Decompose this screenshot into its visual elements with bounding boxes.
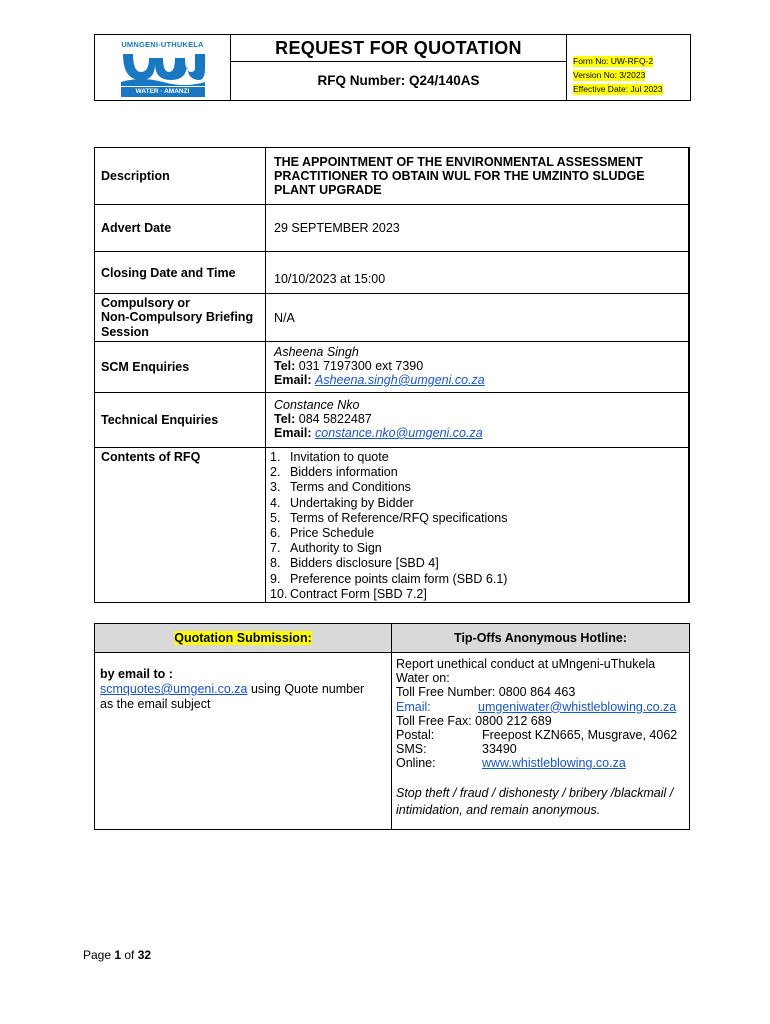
closing-date-row — [95, 252, 690, 294]
submission-header-label: Quotation Submission: — [174, 631, 312, 645]
logo-cell — [95, 35, 231, 100]
description-value: THE APPOINTMENT OF THE ENVIRONMENTAL ASSESSMENT PRACTITIONER TO OBTAIN WUL FOR THE UMZINTO SLUDGE PLANT UPGRADE — [266, 148, 690, 205]
tip-online-label: Online: — [396, 756, 436, 771]
briefing-label — [95, 294, 266, 342]
company-logo — [115, 38, 211, 98]
logo-waves-icon — [119, 48, 207, 86]
tech-tel: 084 5822487 — [295, 412, 372, 427]
tip-postal-label: Postal: — [396, 728, 435, 743]
page-of: of — [121, 948, 138, 962]
tip-line: Water on: — [396, 671, 450, 686]
tip-sms: 33490 — [482, 742, 517, 757]
closing-date-value: 10/10/2023 at 15:00 — [266, 252, 690, 294]
submission-email-subject: as the email subject — [100, 697, 211, 711]
tip-tollfree: Toll Free Number: 0800 864 463 — [396, 685, 576, 700]
list-item — [270, 587, 688, 602]
tip-sms-label: SMS: — [396, 742, 427, 757]
title-cell — [231, 35, 567, 100]
list-item — [270, 465, 688, 480]
tip-online-link[interactable]: www.whistleblowing.co.za — [482, 756, 626, 771]
tip-note — [396, 785, 685, 819]
tech-email-label: Email: — [274, 425, 312, 440]
technical-enquiries-label: Technical Enquiries — [95, 393, 266, 448]
tipoff-body — [392, 653, 690, 830]
list-text: Preference points claim form (SBD 6.1) — [290, 571, 508, 586]
list-text: Bidders information — [290, 465, 398, 480]
tip-email-row — [396, 700, 685, 714]
list-item — [270, 496, 688, 511]
list-number: 5. — [270, 510, 281, 525]
scm-email-label: Email: — [274, 372, 312, 387]
list-item — [270, 480, 688, 495]
list-text: Contract Form [SBD 7.2] — [290, 586, 427, 601]
logo-bottom-text: WATER · AMANZI — [121, 87, 205, 97]
contents-list — [270, 448, 688, 602]
submission-body-row — [95, 653, 690, 830]
list-number: 2. — [270, 465, 281, 480]
list-number: 4. — [270, 495, 281, 510]
description-row — [95, 148, 690, 205]
list-text: Terms and Conditions — [290, 480, 411, 495]
rfq-details-table — [94, 147, 690, 603]
list-number: 3. — [270, 480, 281, 495]
list-text: Undertaking by Bidder — [290, 495, 414, 510]
tech-contact-name: Constance Nko — [274, 398, 360, 413]
tip-email-link[interactable]: umgeniwater@whistleblowing.co.za — [478, 699, 677, 714]
advert-date-value: 29 SEPTEMBER 2023 — [266, 205, 690, 252]
scm-contact-name: Asheena Singh — [274, 345, 359, 360]
document-title: REQUEST FOR QUOTATION — [231, 35, 566, 62]
list-number: 1. — [270, 450, 281, 464]
tip-online-row — [396, 756, 685, 770]
effective-date: Effective Date: Jul 2023 — [573, 84, 663, 94]
tech-email-link[interactable]: constance.nko@umgeni.co.za — [315, 425, 483, 440]
briefing-label-line: Session — [101, 324, 149, 339]
submission-table — [94, 623, 690, 830]
tip-email-label: Email: — [396, 699, 431, 714]
submission-header-row — [95, 624, 690, 653]
briefing-value: N/A — [266, 294, 690, 342]
list-item — [270, 541, 688, 556]
list-text: Authority to Sign — [290, 541, 382, 556]
document-header — [94, 34, 691, 101]
closing-date-label: Closing Date and Time — [95, 252, 266, 294]
description-label: Description — [95, 148, 266, 205]
list-number: 9. — [270, 571, 281, 586]
page-prefix: Page — [83, 948, 115, 962]
list-number: 10. — [270, 586, 288, 601]
list-number: 7. — [270, 541, 281, 556]
contents-value — [266, 448, 690, 603]
scm-tel: 031 7197300 ext 7390 — [295, 359, 424, 374]
form-info-cell — [567, 35, 690, 100]
list-item — [270, 511, 688, 526]
list-item — [270, 526, 688, 541]
tipoff-header: Tip-Offs Anonymous Hotline: — [392, 624, 690, 653]
tip-note-line: Stop theft / fraud / dishonesty / bribery /blackmail / — [396, 785, 674, 800]
scm-enquiries-row — [95, 342, 690, 393]
list-text: Price Schedule — [290, 526, 375, 541]
list-number: 6. — [270, 526, 281, 541]
advert-date-label: Advert Date — [95, 205, 266, 252]
list-item — [270, 450, 688, 465]
list-item — [270, 572, 688, 587]
technical-enquiries-value — [266, 393, 690, 448]
scm-enquiries-label: SCM Enquiries — [95, 342, 266, 393]
briefing-row — [95, 294, 690, 342]
list-number: 8. — [270, 556, 281, 571]
submission-email-link[interactable]: scmquotes@umgeni.co.za — [100, 682, 248, 696]
contents-label: Contents of RFQ — [95, 448, 266, 603]
page-number: 1 — [114, 948, 122, 962]
rfq-number: RFQ Number: Q24/140AS — [317, 73, 480, 88]
contents-row — [95, 448, 690, 603]
scm-email-link[interactable]: Asheena.singh@umgeni.co.za — [315, 372, 485, 387]
logo-top-text: UMNGENI-UTHUKELA — [121, 39, 204, 49]
tip-postal: Freepost KZN665, Musgrave, 4062 — [482, 728, 678, 743]
tip-line: Report unethical conduct at uMngeni-uThukela — [396, 657, 656, 671]
page-total: 32 — [137, 948, 152, 962]
submission-header — [95, 624, 392, 653]
advert-date-row — [95, 205, 690, 252]
tip-note-line: intimidation, and remain anonymous. — [396, 802, 601, 817]
tip-sms-row — [396, 742, 685, 756]
tech-tel-label: Tel: — [274, 412, 296, 427]
by-email-label: by email to : — [100, 667, 173, 681]
list-text: Terms of Reference/RFQ specifications — [290, 510, 508, 525]
submission-body — [95, 653, 392, 830]
list-item — [270, 556, 688, 571]
submission-email-suffix: using Quote number — [247, 682, 365, 696]
version-number: Version No: 3/2023 — [573, 70, 646, 80]
list-text: Bidders disclosure [SBD 4] — [290, 556, 439, 571]
briefing-label-line: Non-Compulsory Briefing — [101, 310, 254, 325]
scm-enquiries-value — [266, 342, 690, 393]
tip-fax: Toll Free Fax: 0800 212 689 — [396, 713, 552, 728]
scm-tel-label: Tel: — [274, 359, 296, 374]
list-text: Invitation to quote — [290, 450, 389, 464]
briefing-label-line: Compulsory or — [101, 295, 190, 310]
technical-enquiries-row — [95, 393, 690, 448]
page-footer — [83, 948, 151, 962]
form-number: Form No: UW-RFQ-2 — [573, 56, 654, 66]
tip-postal-row — [396, 728, 685, 742]
